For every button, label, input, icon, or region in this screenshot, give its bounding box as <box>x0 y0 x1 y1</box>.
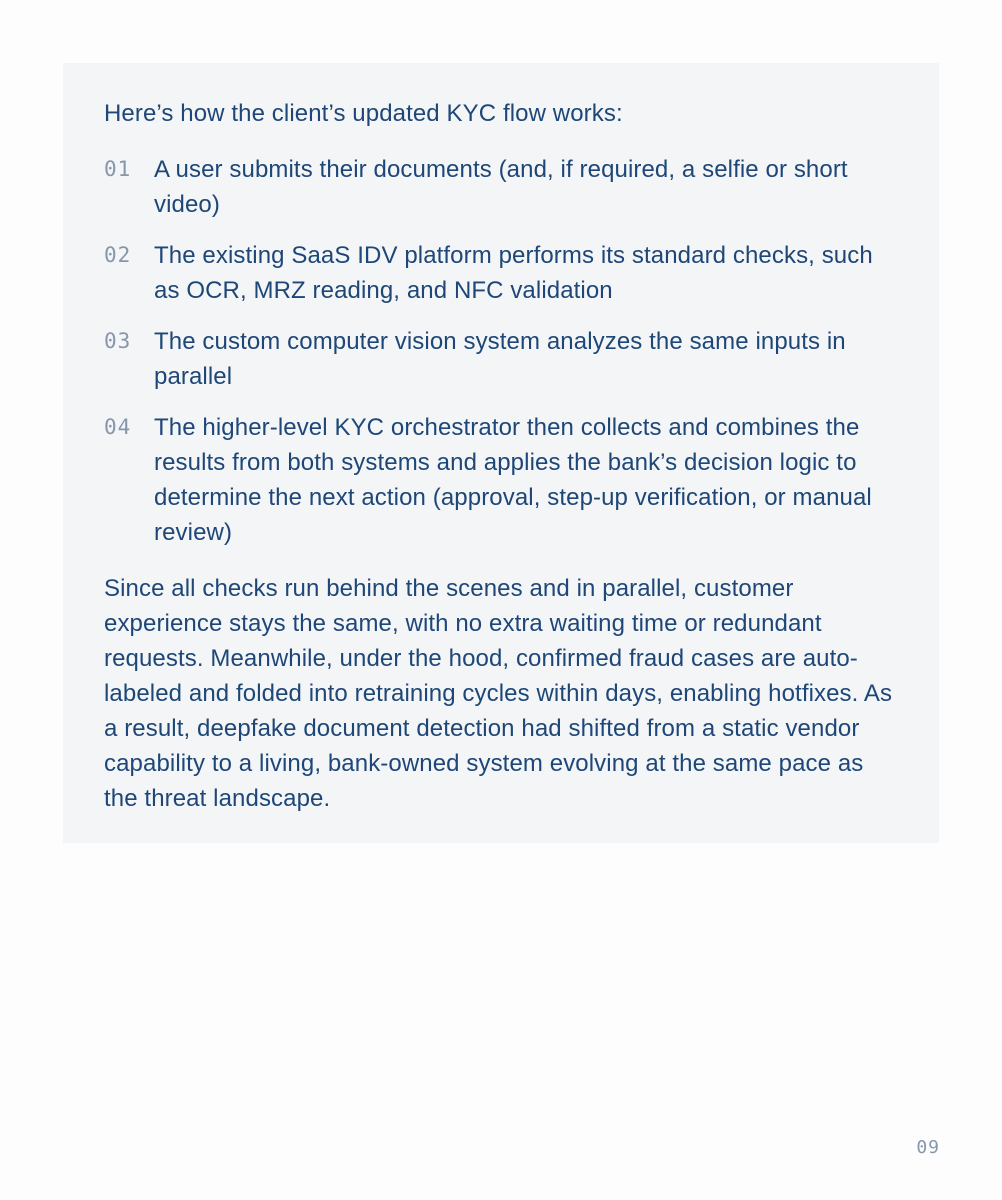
list-item <box>104 152 899 222</box>
list-item <box>104 324 899 394</box>
step-number: 01 <box>104 157 132 181</box>
kyc-flow-callout <box>63 63 939 843</box>
list-item <box>104 238 899 308</box>
kyc-steps-list <box>104 152 899 550</box>
step-text: The existing SaaS IDV platform performs its standard checks, such as OCR, MRZ reading, and NFC validation <box>154 242 873 304</box>
step-number: 04 <box>104 415 132 439</box>
intro-text: Here’s how the client’s updated KYC flow works: <box>104 100 623 127</box>
step-number: 03 <box>104 329 132 353</box>
step-text: The custom computer vision system analyzes the same inputs in parallel <box>154 328 846 390</box>
page-number: 09 <box>916 1137 940 1158</box>
step-text: A user submits their documents (and, if required, a selfie or short video) <box>154 156 848 218</box>
outro-paragraph: Since all checks run behind the scenes and in parallel, customer experience stays the same, with no extra waiting time or redundant requests. Meanwhile, under the hood, confirmed fraud cases are auto-labeled and folded into retraining cycles within days, enabling hotfixes. As a result, deepfake document detection had shifted from a static vendor capability to a living, bank-owned system evolving at the same pace as the threat landscape. <box>104 575 893 812</box>
list-item <box>104 410 899 550</box>
step-text: The higher-level KYC orchestrator then collects and combines the results from both systems and applies the bank’s decision logic to determine the next action (approval, step-up verification, or manual review) <box>154 414 872 546</box>
step-number: 02 <box>104 243 132 267</box>
